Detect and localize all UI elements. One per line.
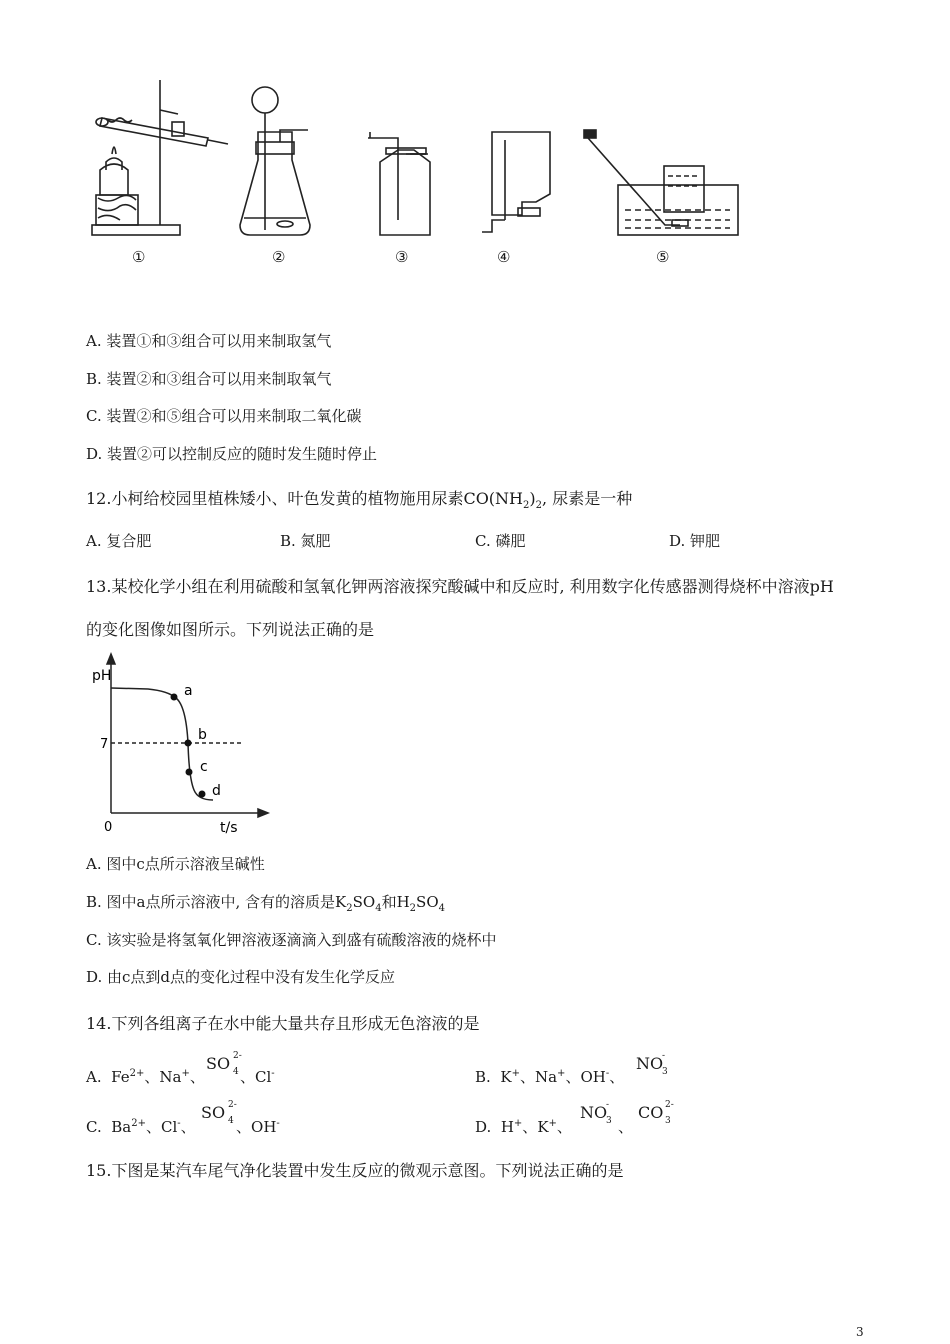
ph-curve bbox=[111, 688, 213, 800]
q14-d-separator: 、 bbox=[618, 1118, 634, 1136]
q11-option-b: B. 装置②和③组合可以用来制取氧气 bbox=[86, 370, 332, 388]
q12-option-c: C. 磷肥 bbox=[475, 532, 526, 550]
q14-b-nitrate: NO - 3 bbox=[636, 1051, 668, 1077]
origin-label: 0 bbox=[104, 820, 113, 835]
point-b bbox=[185, 740, 192, 747]
q12-stem: 12.小柯给校园里植株矮小、叶色发黄的植物施用尿素$CO(NH_2)_2$, 尿素是一种 bbox=[86, 489, 633, 512]
q12-option-d: D. 钾肥 bbox=[669, 532, 721, 550]
apparatus-figure bbox=[80, 70, 740, 275]
apparatus-label-5: ⑤ bbox=[656, 248, 670, 266]
point-a-label: a bbox=[184, 683, 193, 699]
apparatus-label-1: ① bbox=[132, 248, 146, 266]
point-b-label: b bbox=[198, 727, 207, 743]
apparatus-label-3: ③ bbox=[395, 248, 409, 266]
q14-d-carbonate: CO 2- 3 bbox=[638, 1100, 674, 1126]
q13-option-d: D. 由c点到d点的变化过程中没有发生化学反应 bbox=[86, 968, 396, 986]
q14-d-nitrate: NO - 3 bbox=[580, 1100, 612, 1126]
apparatus-label-2: ② bbox=[272, 248, 286, 266]
x-axis-label: t/s bbox=[220, 820, 238, 836]
q13-option-c: C. 该实验是将氢氧化钾溶液逐滴滴入到盛有硫酸溶液的烧杯中 bbox=[86, 931, 497, 949]
ph7-tick-label: 7 bbox=[100, 737, 109, 752]
q11-option-a: A. 装置①和③组合可以用来制取氢气 bbox=[86, 332, 332, 350]
point-d bbox=[199, 791, 206, 798]
q13-stem-line2: 的变化图像如图所示。下列说法正确的是 bbox=[86, 620, 375, 639]
q13-stem-line1: 13.某校化学小组在利用硫酸和氢氧化钾两溶液探究酸碱中和反应时, 利用数字化传感器测得烧杯中溶液pH bbox=[86, 577, 834, 596]
page-number: 3 bbox=[856, 1325, 864, 1339]
apparatus-label-4: ④ bbox=[497, 248, 511, 266]
y-axis-label: pH bbox=[92, 668, 112, 684]
q14-option-b: B. K+、Na+、OH-、 bbox=[475, 1068, 625, 1086]
q13-option-a: A. 图中c点所示溶液呈碱性 bbox=[86, 855, 265, 873]
point-c-label: c bbox=[200, 759, 208, 775]
q14-option-d: D. H+、K+、 bbox=[475, 1118, 572, 1136]
q11-option-d: D. 装置②可以控制反应的随时发生随时停止 bbox=[86, 445, 378, 463]
q12-option-a: A. 复合肥 bbox=[86, 532, 152, 550]
q13-option-b: B. 图中a点所示溶液中, 含有的溶质是$K_2SO_4$和$H_2SO_4$ bbox=[86, 893, 445, 914]
q14-a-chloride: 、Cl- bbox=[240, 1068, 275, 1086]
point-a bbox=[171, 694, 178, 701]
q14-option-c: C. $Ba^{2+}$、Cl-、 bbox=[86, 1118, 196, 1136]
ph-chart bbox=[88, 650, 278, 840]
q14-c-hydroxide: 、OH- bbox=[236, 1118, 280, 1136]
q14-c-sulfate: SO 2- 4 bbox=[201, 1100, 237, 1126]
q14-option-a: A. $Fe^{2+}$、Na+、 bbox=[86, 1068, 205, 1086]
q15-stem: 15.下图是某汽车尾气净化装置中发生反应的微观示意图。下列说法正确的是 bbox=[86, 1161, 624, 1180]
q11-option-c: C. 装置②和⑤组合可以用来制取二氧化碳 bbox=[86, 407, 362, 425]
y-axis-arrow bbox=[107, 654, 115, 664]
point-d-label: d bbox=[212, 783, 221, 799]
q14-a-sulfate: SO 2- 4 bbox=[206, 1051, 242, 1077]
q12-option-b: B. 氮肥 bbox=[280, 532, 331, 550]
point-c bbox=[186, 769, 193, 776]
q14-stem: 14.下列各组离子在水中能大量共存且形成无色溶液的是 bbox=[86, 1014, 480, 1033]
x-axis-arrow bbox=[258, 809, 268, 817]
